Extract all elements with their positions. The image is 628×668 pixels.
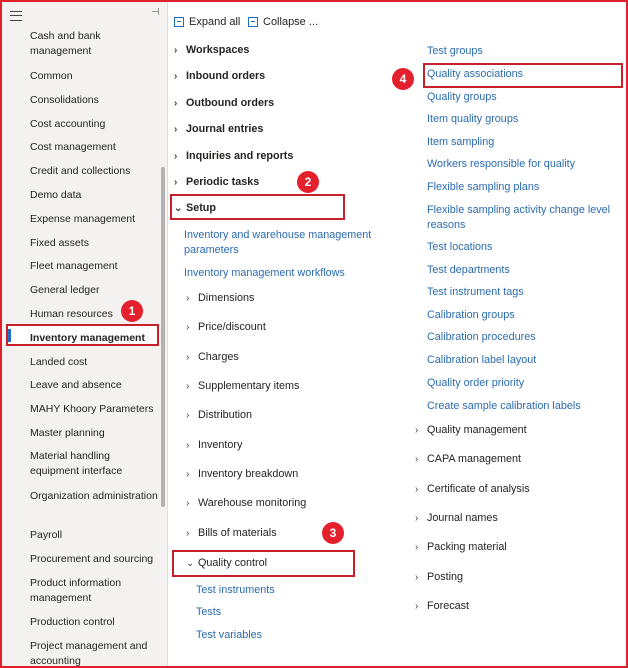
chevron-right-icon: ›	[174, 177, 178, 188]
expand-all-button[interactable]	[174, 16, 240, 28]
link-col2-item[interactable]: Workers responsible for quality	[427, 158, 576, 170]
sidebar-item[interactable]: Fleet management	[30, 260, 118, 272]
sidebar-item[interactable]: Product information management	[30, 577, 122, 604]
chevron-down-icon: ⌄	[186, 558, 195, 569]
group-warehouse-monitoring[interactable]: › Warehouse monitoring	[186, 497, 307, 509]
sidebar-item[interactable]: Procurement and sourcing	[30, 553, 154, 565]
chevron-right-icon: ›	[186, 469, 190, 480]
sidebar-item[interactable]: Consolidations	[30, 94, 99, 106]
chevron-right-icon: ›	[174, 151, 178, 162]
link-col2-item[interactable]: Item quality groups	[427, 113, 519, 125]
link-col2-item[interactable]: Flexible sampling activity change level reasons	[427, 204, 611, 231]
chevron-right-icon: ›	[186, 322, 190, 333]
sidebar-item[interactable]: MAHY Khoory Parameters	[30, 403, 154, 415]
chevron-right-icon: ›	[174, 124, 178, 135]
sidebar-item[interactable]: Fixed assets	[30, 237, 89, 249]
sidebar-item[interactable]: Project management and accounting	[30, 640, 148, 666]
sidebar-item[interactable]: Credit and collections	[30, 165, 131, 177]
sidebar-item[interactable]: Cash and bank management	[30, 30, 101, 57]
sidebar-item[interactable]: Organization administration	[30, 490, 158, 502]
chevron-right-icon: ›	[186, 528, 190, 539]
group-periodic-tasks[interactable]: › Periodic tasks	[174, 176, 260, 188]
pin-icon[interactable]: ⊣	[151, 7, 160, 18]
group-workspaces[interactable]: › Workspaces	[174, 44, 250, 56]
group-col2-item[interactable]	[415, 571, 463, 583]
hamburger-menu-icon[interactable]	[10, 11, 22, 21]
collapse-label: Collapse ...	[263, 16, 319, 28]
sidebar-item[interactable]: General ledger	[30, 284, 100, 296]
group-journal-entries[interactable]: › Journal entries	[174, 123, 264, 135]
group-bills-of-materials[interactable]: › Bills of materials	[186, 527, 277, 539]
sidebar-scrollbar[interactable]	[161, 167, 165, 507]
sidebar-item[interactable]: Landed cost	[30, 356, 88, 368]
active-item-indicator	[8, 329, 11, 342]
link-test-variables[interactable]: Test variables	[196, 629, 263, 641]
group-quality-control[interactable]: ⌄ Quality control	[186, 557, 268, 569]
chevron-right-icon: ›	[174, 98, 178, 109]
link-inventory-warehouse-parameters[interactable]: Inventory and warehouse management parameters	[184, 229, 372, 256]
chevron-right-icon: ›	[415, 484, 419, 495]
chevron-right-icon: ›	[186, 381, 190, 392]
group-dimensions[interactable]: › Dimensions	[186, 292, 255, 304]
group-setup[interactable]: ⌄ Setup	[174, 202, 216, 214]
link-col2-item[interactable]: Test locations	[427, 241, 493, 253]
group-outbound-orders[interactable]: › Outbound orders	[174, 97, 275, 109]
sidebar-item[interactable]: Leave and absence	[30, 379, 122, 391]
step-badge-1: 1	[121, 300, 143, 322]
module-sidebar	[2, 2, 168, 666]
step-badge-4: 4	[392, 68, 414, 90]
group-label: Quality management	[427, 424, 527, 436]
group-label: Certificate of analysis	[427, 483, 530, 495]
chevron-right-icon: ›	[415, 425, 419, 436]
group-inquiries-reports[interactable]: › Inquiries and reports	[174, 150, 294, 162]
chevron-right-icon: ›	[415, 601, 419, 612]
link-col2-item[interactable]: Calibration label layout	[427, 354, 537, 366]
sidebar-item[interactable]: Demo data	[30, 189, 82, 201]
chevron-right-icon: ›	[415, 454, 419, 465]
group-col2-item[interactable]	[415, 424, 527, 436]
sidebar-item[interactable]: Expense management	[30, 213, 136, 225]
link-col2-item[interactable]: Test instrument tags	[427, 286, 524, 298]
collapse-button[interactable]	[248, 16, 318, 28]
group-label: CAPA management	[427, 453, 522, 465]
link-inventory-management-workflows[interactable]: Inventory management workflows	[184, 267, 345, 279]
expand-all-label: Expand all	[189, 16, 241, 28]
link-col2-item[interactable]: Test departments	[427, 264, 510, 276]
chevron-right-icon: ›	[415, 572, 419, 583]
chevron-right-icon: ›	[174, 71, 178, 82]
group-col2-item[interactable]	[415, 512, 498, 524]
group-col2-item[interactable]	[415, 453, 521, 465]
chevron-right-icon: ›	[186, 293, 190, 304]
chevron-right-icon: ›	[186, 410, 190, 421]
group-inventory-breakdown[interactable]: › Inventory breakdown	[186, 468, 299, 480]
sidebar-item[interactable]: Cost management	[30, 141, 116, 153]
group-col2-item[interactable]	[415, 541, 507, 553]
link-col2-item[interactable]: Quality associations	[427, 68, 524, 80]
chevron-right-icon: ›	[415, 513, 419, 524]
chevron-down-icon: ⌄	[174, 203, 183, 214]
quality-associations-highlight-box	[423, 63, 623, 88]
link-col2-item[interactable]: Quality groups	[427, 91, 497, 103]
group-distribution[interactable]: › Distribution	[186, 409, 253, 421]
sidebar-item[interactable]: Material handling equipment interface	[30, 450, 123, 477]
sidebar-item[interactable]: Master planning	[30, 427, 105, 439]
group-col2-item[interactable]	[415, 600, 469, 612]
group-supplementary-items[interactable]: › Supplementary items	[186, 380, 300, 392]
link-col2-item[interactable]: Create sample calibration labels	[427, 400, 581, 412]
sidebar-item[interactable]: Common	[30, 70, 73, 82]
sidebar-item[interactable]: Payroll	[30, 529, 63, 541]
sidebar-item[interactable]: Human resources	[30, 308, 113, 320]
step-badge-2: 2	[297, 171, 319, 193]
link-col2-item[interactable]: Flexible sampling plans	[427, 181, 540, 193]
group-price-discount[interactable]: › Price/discount	[186, 321, 266, 333]
link-col2-item[interactable]: Item sampling	[427, 136, 495, 148]
step-badge-3: 3	[322, 522, 344, 544]
toolbar	[168, 2, 626, 42]
link-col2-item[interactable]: Quality order priority	[427, 377, 525, 389]
group-label: Forecast	[427, 600, 470, 612]
group-label: Journal names	[427, 512, 498, 524]
sidebar-item[interactable]: Cost accounting	[30, 118, 106, 130]
link-tests[interactable]: Tests	[196, 606, 222, 618]
group-label: Posting	[427, 571, 464, 583]
link-test-instruments[interactable]: Test instruments	[196, 584, 275, 596]
link-col2-item[interactable]: Calibration procedures	[427, 331, 536, 343]
chevron-right-icon: ›	[186, 352, 190, 363]
group-col2-item[interactable]	[415, 483, 530, 495]
group-inventory[interactable]: › Inventory	[186, 439, 243, 451]
link-col2-item[interactable]: Test groups	[427, 45, 483, 57]
collapse-icon	[248, 17, 258, 27]
sidebar-item[interactable]: Inventory management	[30, 332, 145, 344]
group-charges[interactable]: › Charges	[186, 351, 239, 363]
group-label: Packing material	[427, 541, 507, 553]
link-col2-item[interactable]: Calibration groups	[427, 309, 515, 321]
chevron-right-icon: ›	[186, 498, 190, 509]
expand-all-icon	[174, 17, 184, 27]
group-inbound-orders[interactable]: › Inbound orders	[174, 70, 266, 82]
chevron-right-icon: ›	[415, 542, 419, 553]
sidebar-item[interactable]: Production control	[30, 616, 115, 628]
chevron-right-icon: ›	[174, 45, 178, 56]
chevron-right-icon: ›	[186, 440, 190, 451]
